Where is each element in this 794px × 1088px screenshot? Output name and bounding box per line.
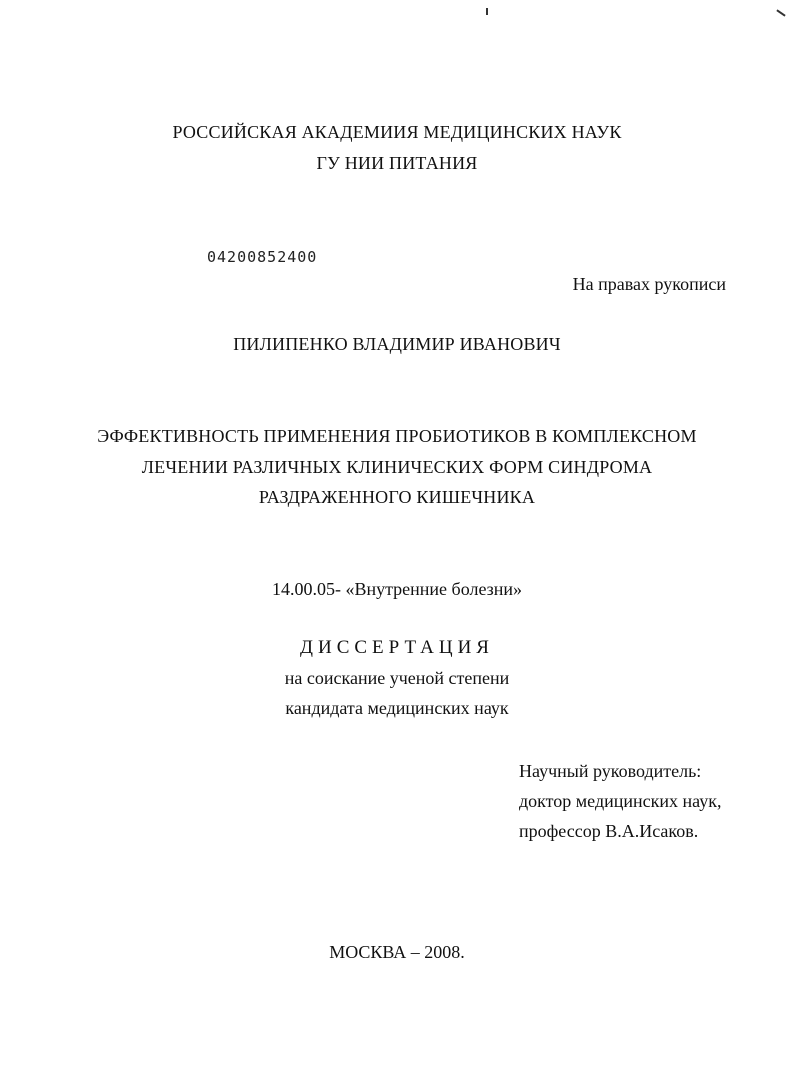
dissertation-title-line-2: ЛЕЧЕНИИ РАЗЛИЧНЫХ КЛИНИЧЕСКИХ ФОРМ СИНДРОМА	[141, 457, 653, 477]
academy-name: РОССИЙСКАЯ АКАДЕМИИЯ МЕДИЦИНСКИХ НАУК	[172, 122, 622, 142]
archive-stamp-number: 04200852400	[207, 248, 318, 266]
scan-mark-corner	[776, 9, 785, 16]
degree-line-2: кандидата медицинских наук	[285, 698, 509, 718]
degree-line-1: на соискание ученой степени	[284, 668, 510, 688]
supervisor-label: Научный руководитель:	[519, 761, 702, 781]
city-year: МОСКВА – 2008.	[329, 942, 465, 962]
rights-note: На правах рукописи	[572, 274, 726, 294]
author-name: ПИЛИПЕНКО ВЛАДИМИР ИВАНОВИЧ	[233, 334, 561, 354]
specialty-code: 14.00.05- «Внутренние болезни»	[271, 579, 523, 599]
scan-mark-top	[486, 8, 488, 15]
institute-name: ГУ НИИ ПИТАНИЯ	[316, 153, 478, 173]
dissertation-title-line-3: РАЗДРАЖЕННОГО КИШЕЧНИКА	[258, 487, 536, 507]
dissertation-title-line-1: ЭФФЕКТИВНОСТЬ ПРИМЕНЕНИЯ ПРОБИОТИКОВ В КОМПЛЕКСНОМ	[97, 426, 697, 446]
supervisor-degree: доктор медицинских наук,	[519, 791, 722, 811]
supervisor-name: профессор В.А.Исаков.	[519, 821, 699, 841]
work-type: ДИССЕРТАЦИЯ	[300, 637, 494, 658]
